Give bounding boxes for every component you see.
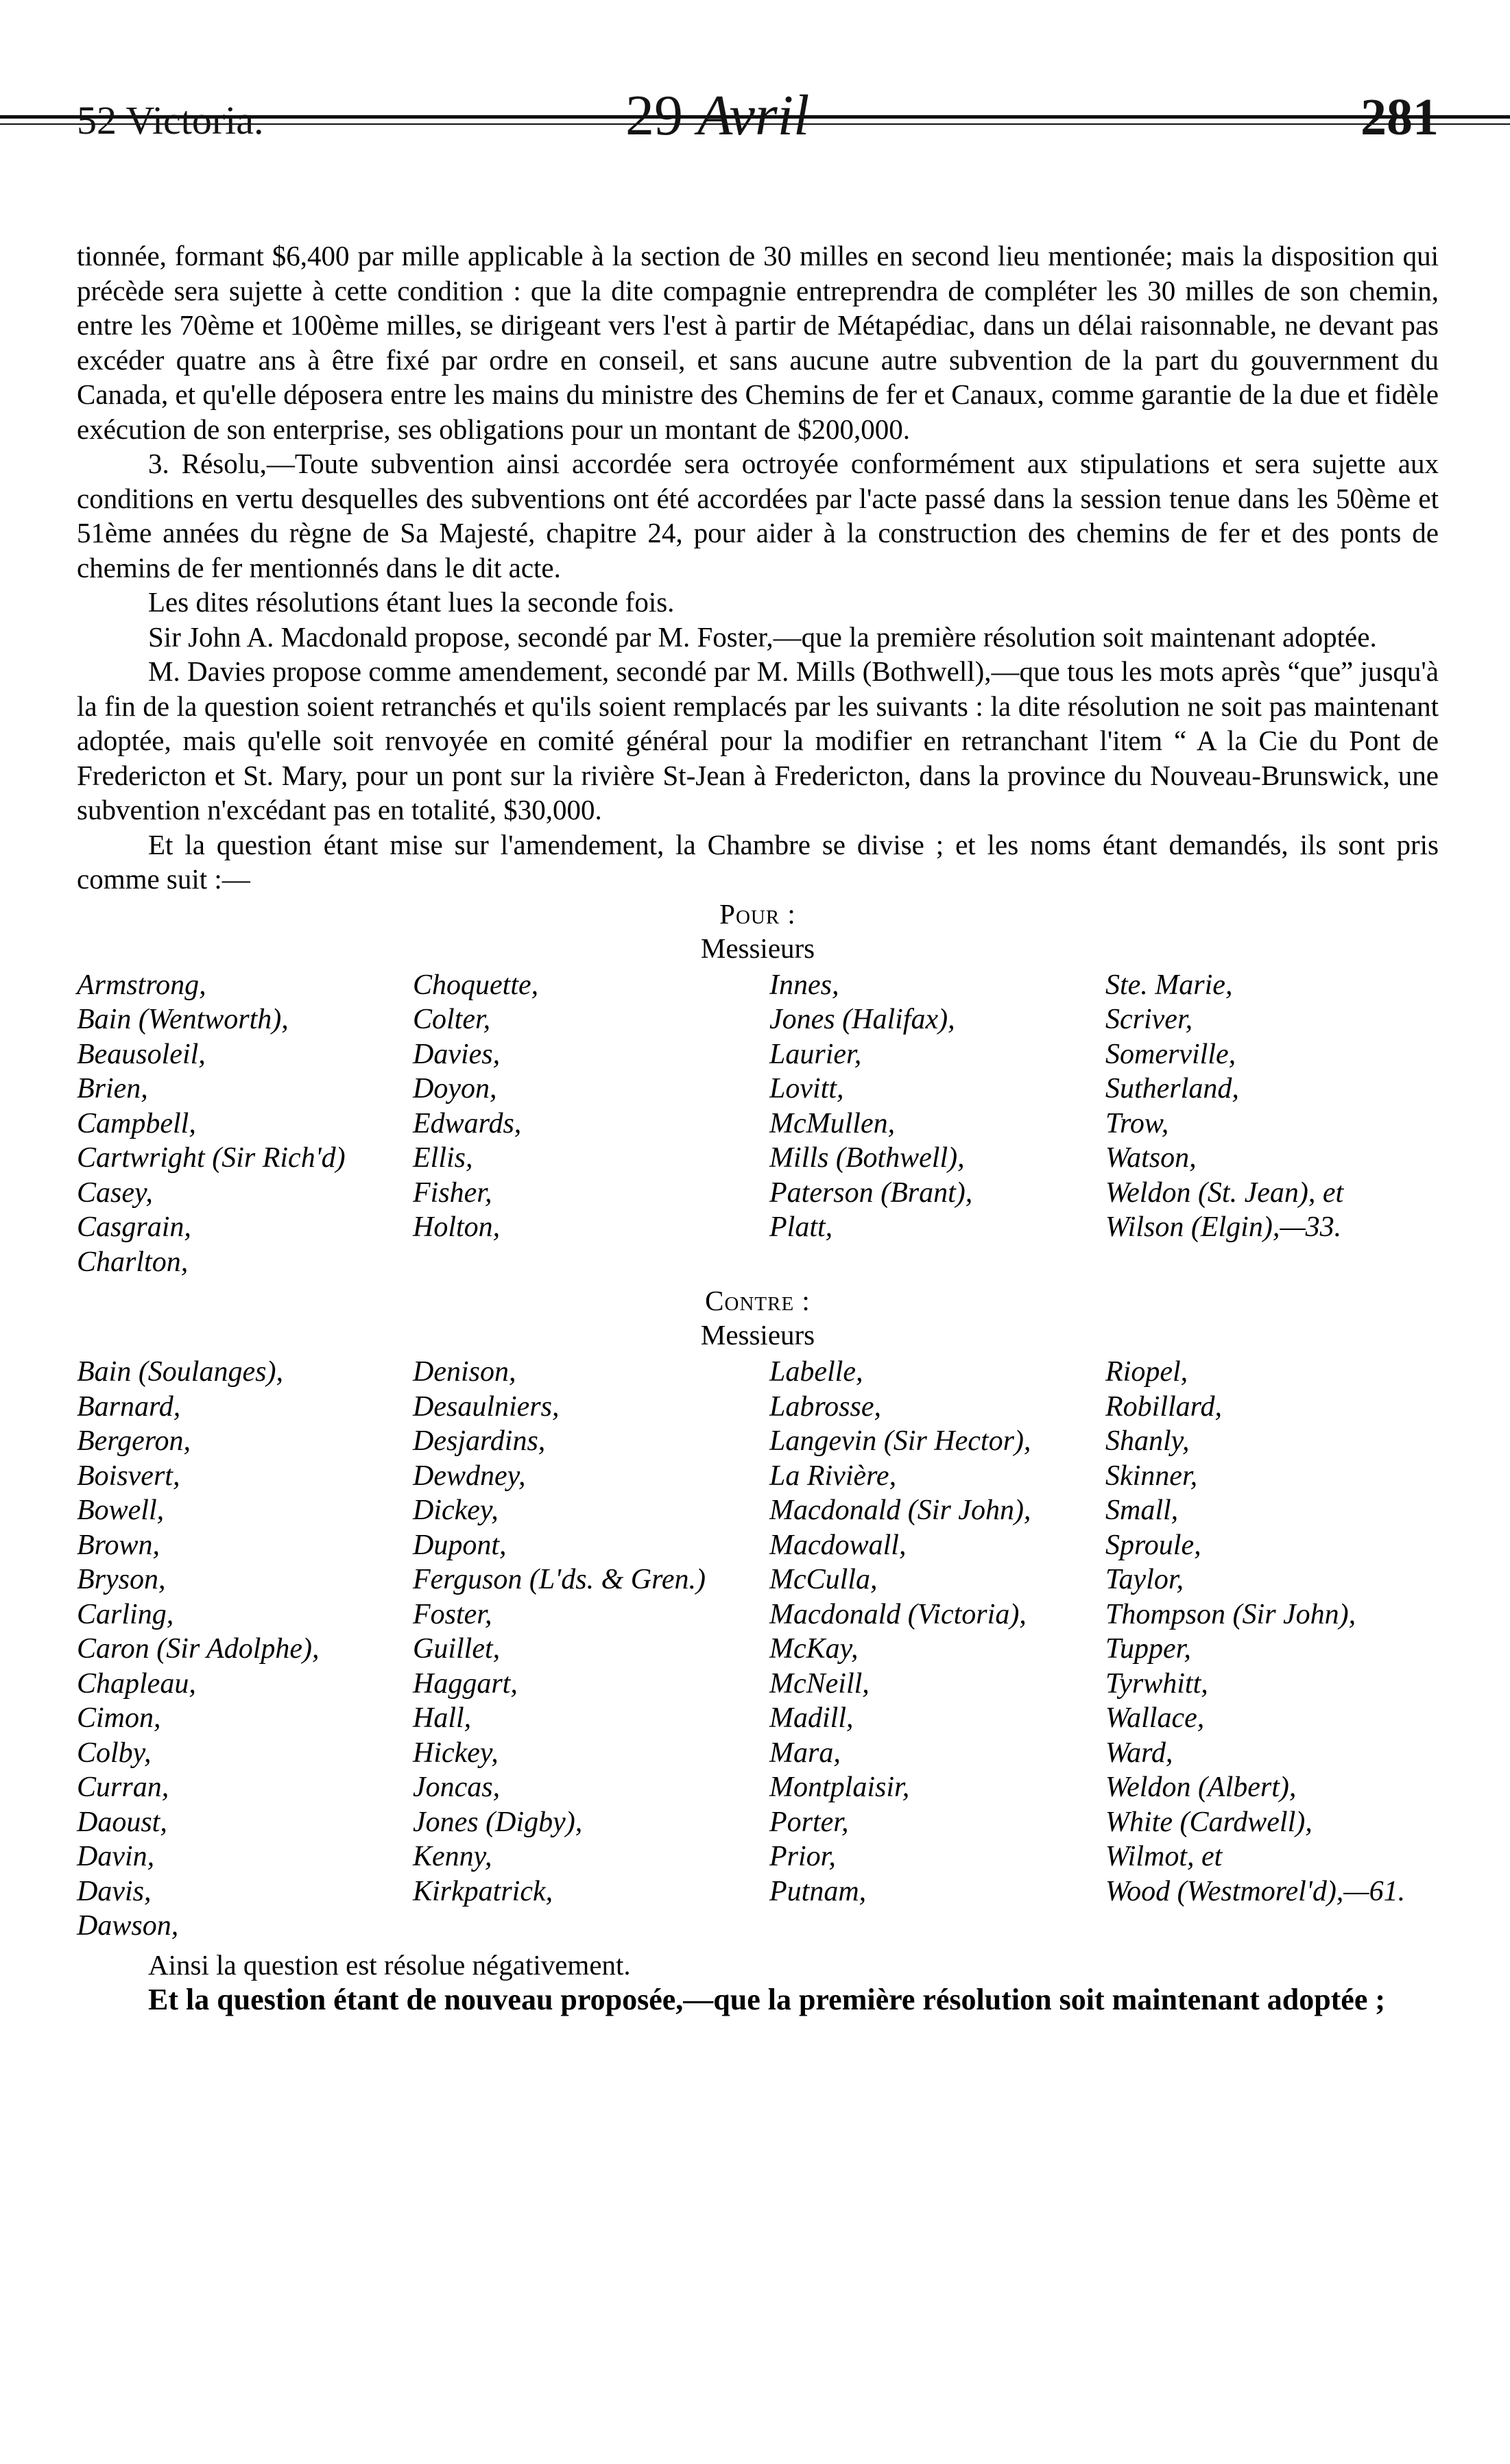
member-name: Colby, xyxy=(77,1737,152,1769)
member-name: Wilmot, et xyxy=(1105,1841,1223,1872)
member-name: Caron (Sir Adolphe), xyxy=(77,1633,320,1665)
member-name: Foster, xyxy=(413,1598,492,1630)
contre-heading: Contre : xyxy=(705,1285,811,1316)
member-name: Small, xyxy=(1105,1495,1179,1526)
member-name: Trow, xyxy=(1105,1107,1169,1139)
member-name: Casey, xyxy=(77,1176,153,1209)
member-name: Choquette, xyxy=(413,969,539,1001)
member-name: Bain (Soulanges), xyxy=(77,1356,283,1388)
paragraph-division: Et la question étant mise sur l'amendement, la Chambre se divise ; et les noms étant demandés, ils sont pris comme suit :— xyxy=(77,828,1439,895)
member-name: Riopel, xyxy=(1105,1356,1188,1388)
member-name: Wilson (Elgin),—33. xyxy=(1105,1211,1342,1243)
member-name: La Rivière, xyxy=(769,1460,897,1492)
member-name xyxy=(769,1245,1105,1280)
member-name: Tupper, xyxy=(1105,1633,1191,1665)
header-rule-thick xyxy=(0,115,1510,119)
member-name: Porter, xyxy=(769,1806,849,1838)
member-name: Wood (Westmorel'd),—61. xyxy=(1105,1875,1406,1907)
member-name: Thompson (Sir John), xyxy=(1105,1598,1356,1630)
member-name: Campbell, xyxy=(77,1107,196,1139)
member-name: Weldon (Albert), xyxy=(1105,1772,1297,1803)
member-name: Bergeron, xyxy=(77,1425,191,1457)
member-name: Macdonald (Sir John), xyxy=(769,1495,1031,1526)
member-name: White (Cardwell), xyxy=(1105,1806,1313,1838)
member-name: Innes, xyxy=(769,969,839,1001)
member-name: Bryson, xyxy=(77,1564,166,1595)
member-name: Madill, xyxy=(769,1702,854,1734)
member-name: Ferguson (L'ds. & Gren.) xyxy=(413,1564,706,1595)
paragraph-motion: Sir John A. Macdonald propose, secondé par M. Foster,—que la première résolution soit maintenant adoptée. xyxy=(148,620,1377,653)
member-name: Chapleau, xyxy=(77,1667,196,1700)
pour-messieurs: Messieurs xyxy=(700,932,815,964)
member-name: Somerville, xyxy=(1105,1038,1236,1070)
member-name: Skinner, xyxy=(1105,1460,1198,1492)
member-name: Brown, xyxy=(77,1529,160,1561)
member-name: Davies, xyxy=(413,1038,501,1070)
member-name: Charlton, xyxy=(77,1246,189,1278)
member-name: Ward, xyxy=(1105,1737,1173,1769)
member-name: Barnard, xyxy=(77,1390,181,1423)
member-name: Sproule, xyxy=(1105,1529,1201,1561)
member-name: McKay, xyxy=(769,1633,859,1665)
member-name: Hall, xyxy=(413,1702,472,1734)
member-name xyxy=(1105,1245,1439,1280)
member-name: McNeill, xyxy=(769,1667,870,1700)
member-name xyxy=(413,1909,769,1944)
member-name: Daoust, xyxy=(77,1806,167,1838)
member-name: Shanly, xyxy=(1105,1425,1190,1457)
paragraph-new-question: Et la question étant de nouveau proposée,—que la première résolution soit maintenant adoptée ; xyxy=(148,1983,1386,2016)
member-name xyxy=(769,1909,1105,1944)
member-name: Platt, xyxy=(769,1211,833,1243)
header-day: 29 xyxy=(625,84,683,147)
member-name: Cartwright (Sir Rich'd) xyxy=(77,1142,346,1174)
member-name xyxy=(413,1245,769,1280)
contre-messieurs: Messieurs xyxy=(700,1319,815,1351)
member-name: McCulla, xyxy=(769,1564,878,1595)
member-name: Watson, xyxy=(1105,1142,1197,1174)
member-name: Edwards, xyxy=(413,1107,522,1139)
member-name: Laurier, xyxy=(769,1038,862,1070)
member-name: Carling, xyxy=(77,1598,174,1630)
member-name: Ellis, xyxy=(413,1142,473,1174)
member-name: Kirkpatrick, xyxy=(413,1875,553,1907)
paragraph-continuation: tionnée, formant $6,400 par mille applicable à la section de 30 milles en second lieu mentionée; mais la disposition qui précède sera sujette à cette condition : que la dite compagnie entreprendra de compléter les 30 milles de son chemin, entre les 70ème et 100ème milles, se dirigeant vers l'est à partir de Métapédiac, dans un délai raisonnable, ne devant pas excéder quatre ans à être fixé par ordre en conseil, et sans aucune autre subvention de la part du gouvernment du Canada, et qu'elle déposera entre les mains du ministre des Chemins de fer et Canaux, comme garantie de la due et fidèle exécution de son enterprise, ses obligations pour un montant de $200,000. xyxy=(77,240,1439,445)
member-name: Holton, xyxy=(413,1211,501,1243)
member-name: Lovitt, xyxy=(769,1073,844,1104)
member-name: Denison, xyxy=(413,1356,516,1388)
member-name: Tyrwhitt, xyxy=(1105,1667,1208,1700)
member-name: Weldon (St. Jean), et xyxy=(1105,1176,1344,1209)
member-name: Mills (Bothwell), xyxy=(769,1142,965,1174)
member-name: Doyon, xyxy=(413,1073,497,1104)
member-name: Labrosse, xyxy=(769,1390,881,1423)
member-name: Robillard, xyxy=(1105,1390,1222,1423)
pour-heading: Pour : xyxy=(719,897,796,930)
member-name: Desaulniers, xyxy=(413,1390,560,1423)
member-name: Haggart, xyxy=(413,1667,518,1700)
member-name: Taylor, xyxy=(1105,1564,1184,1595)
member-name: Dickey, xyxy=(413,1495,499,1526)
member-name: Desjardins, xyxy=(413,1425,546,1457)
member-name: Sutherland, xyxy=(1105,1073,1239,1104)
member-name: Armstrong, xyxy=(77,969,206,1001)
member-name: Macdonald (Victoria), xyxy=(769,1598,1027,1630)
member-name: Bain (Wentworth), xyxy=(77,1004,289,1035)
member-name: Brien, xyxy=(77,1073,148,1104)
header-month: Avril xyxy=(697,84,810,147)
member-name: Joncas, xyxy=(413,1772,501,1803)
member-name: Kenny, xyxy=(413,1841,492,1872)
member-name: Putnam, xyxy=(769,1875,867,1907)
member-name: Fisher, xyxy=(413,1176,492,1209)
member-name: Macdowall, xyxy=(769,1529,907,1561)
member-name: Scriver, xyxy=(1105,1004,1193,1035)
member-name: Davis, xyxy=(77,1875,152,1907)
member-name: Jones (Digby), xyxy=(413,1806,583,1838)
paragraph-amendment: M. Davies propose comme amendement, secondé par M. Mills (Bothwell),—que tous les mots après “que” jusqu'à la fin de la question soient retranchés et qu'ils soient remplacés par les suivants : la dite résolution ne soit pas maintenant adoptée, mais qu'elle soit renvoyée en comité général pour la modifier en retranchant l'item “ A la Cie du Pont de Fredericton et St. Mary, pour un pont sur la rivière St-Jean à Fredericton, dans la province du Nouveau-Brunswick, une subvention n'excédant pas en totalité, $30,000. xyxy=(77,655,1439,825)
member-name: Casgrain, xyxy=(77,1211,191,1243)
member-name xyxy=(1105,1909,1439,1944)
member-name: Hickey, xyxy=(413,1737,499,1769)
pour-names-list xyxy=(77,968,1439,1280)
member-name: Prior, xyxy=(769,1841,836,1872)
member-name: Paterson (Brant), xyxy=(769,1176,973,1209)
contre-names-list xyxy=(77,1355,1439,1944)
header-session: 52 Victoria. xyxy=(77,98,264,143)
member-name: Davin, xyxy=(77,1841,155,1872)
member-name: Curran, xyxy=(77,1772,169,1803)
member-name: Colter, xyxy=(413,1004,491,1035)
member-name: Jones (Halifax), xyxy=(769,1004,955,1035)
member-name: Labelle, xyxy=(769,1356,863,1388)
member-name: Langevin (Sir Hector), xyxy=(769,1425,1031,1457)
member-name: Cimon, xyxy=(77,1702,161,1734)
paragraph-second-reading: Les dites résolutions étant lues la seconde fois. xyxy=(148,586,675,618)
header-rule-thin xyxy=(0,123,1510,125)
member-name: Beausoleil, xyxy=(77,1038,206,1070)
member-name: Montplaisir, xyxy=(769,1772,910,1803)
paragraph-result: Ainsi la question est résolue négativement. xyxy=(148,1948,631,1981)
page-body xyxy=(77,239,1439,2018)
member-name: Dawson, xyxy=(77,1910,179,1942)
member-name: Guillet, xyxy=(413,1633,501,1665)
member-name: Boisvert, xyxy=(77,1460,180,1492)
page-number: 281 xyxy=(1361,88,1439,146)
member-name: McMullen, xyxy=(769,1107,896,1139)
member-name: Mara, xyxy=(769,1737,841,1769)
member-name: Dupont, xyxy=(413,1529,507,1561)
paragraph-resolution-3: 3. Résolu,—Toute subvention ainsi accordée sera octroyée conformément aux stipulations et sera sujette aux conditions en vertu desquelles des subventions ont été accordées par l'acte passé dans la session tenue dans les 50ème et 51ème années du règne de Sa Majesté, chapitre 24, pour aider à la construction des chemins de fer et des ponts de chemins de fer mentionnés dans le dit acte. xyxy=(77,448,1439,583)
member-name: Bowell, xyxy=(77,1495,165,1526)
member-name: Ste. Marie, xyxy=(1105,969,1233,1001)
member-name: Dewdney, xyxy=(413,1460,526,1492)
member-name: Wallace, xyxy=(1105,1702,1205,1734)
